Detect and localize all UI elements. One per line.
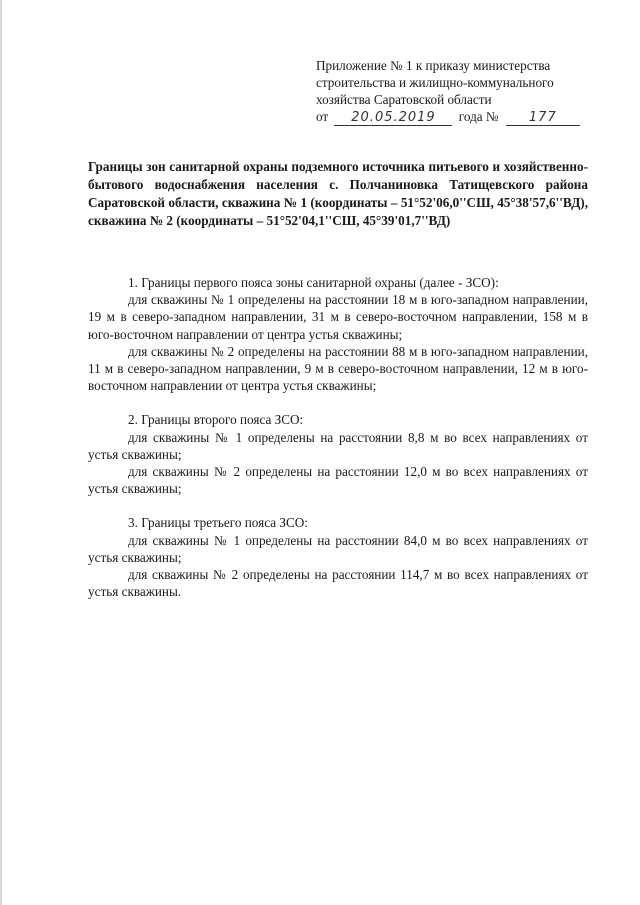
section-1-item-1: для скважины № 1 определены на расстоянии 18 м в юго-западном направлении, 19 м в северо-западном направлении, 31 м в северо-восточном направлении, 158 м в юго-восточном направлении от центра устья скважины; xyxy=(88,292,588,342)
appendix-line-2: строительства и жилищно-коммунального xyxy=(316,75,554,90)
section-2-heading: 2. Границы второго пояса ЗСО: xyxy=(128,412,304,428)
appendix-date-line xyxy=(316,108,616,126)
appendix-line-1: Приложение № 1 к приказу министерства xyxy=(316,58,551,73)
handwritten-date: 20.05.2019 xyxy=(334,111,452,126)
section-3-item-2: для скважины № 2 определены на расстоянии 114,7 м во всех направлениях от устья скважины. xyxy=(88,567,588,600)
section-2-item-1: для скважины № 1 определены на расстоянии 8,8 м во всех направлениях от устья скважины; xyxy=(88,429,588,462)
section-1-item-2: для скважины № 2 определены на расстоянии 88 м в юго-западном направлении, 11 м в северо-западном направлении, 9 м в северо-восточном направлении, 12 м в юго-восточном направлении от центра устья скважины; xyxy=(88,343,588,394)
appendix-block xyxy=(316,57,616,126)
section-2-item-2: для скважины № 2 определены на расстоянии 12,0 м во всех направлениях от устья скважины; xyxy=(88,464,588,497)
handwritten-number: 177 xyxy=(506,111,580,126)
appendix-line-3: хозяйства Саратовской области xyxy=(316,92,492,107)
document-title: Границы зон санитарной охраны подземного источника питьевого и хозяйственно-бытового водоснабжения населения с. Полчаниновка Татищевского района Саратовской области, скважина № 1 (координаты – 51°52'06,0''СШ, 45°38'57,6''ВД), скважина № 2 (координаты – 51°52'04,1''СШ, 45°39'01,7''ВД) xyxy=(88,159,588,228)
scan-edge xyxy=(0,0,2,905)
section-3-item-1: для скважины № 1 определены на расстоянии 84,0 м во всех направлениях от устья скважины; xyxy=(88,532,588,565)
spacer xyxy=(88,497,588,514)
year-number-label: года № xyxy=(458,109,499,124)
spacer xyxy=(88,394,588,411)
document-body xyxy=(88,274,588,600)
section-1-heading: 1. Границы первого пояса зоны санитарной охраны (далее - ЗСО): xyxy=(128,275,499,290)
from-label: от xyxy=(316,109,329,124)
section-3-heading: 3. Границы третьего пояса ЗСО: xyxy=(128,515,308,531)
